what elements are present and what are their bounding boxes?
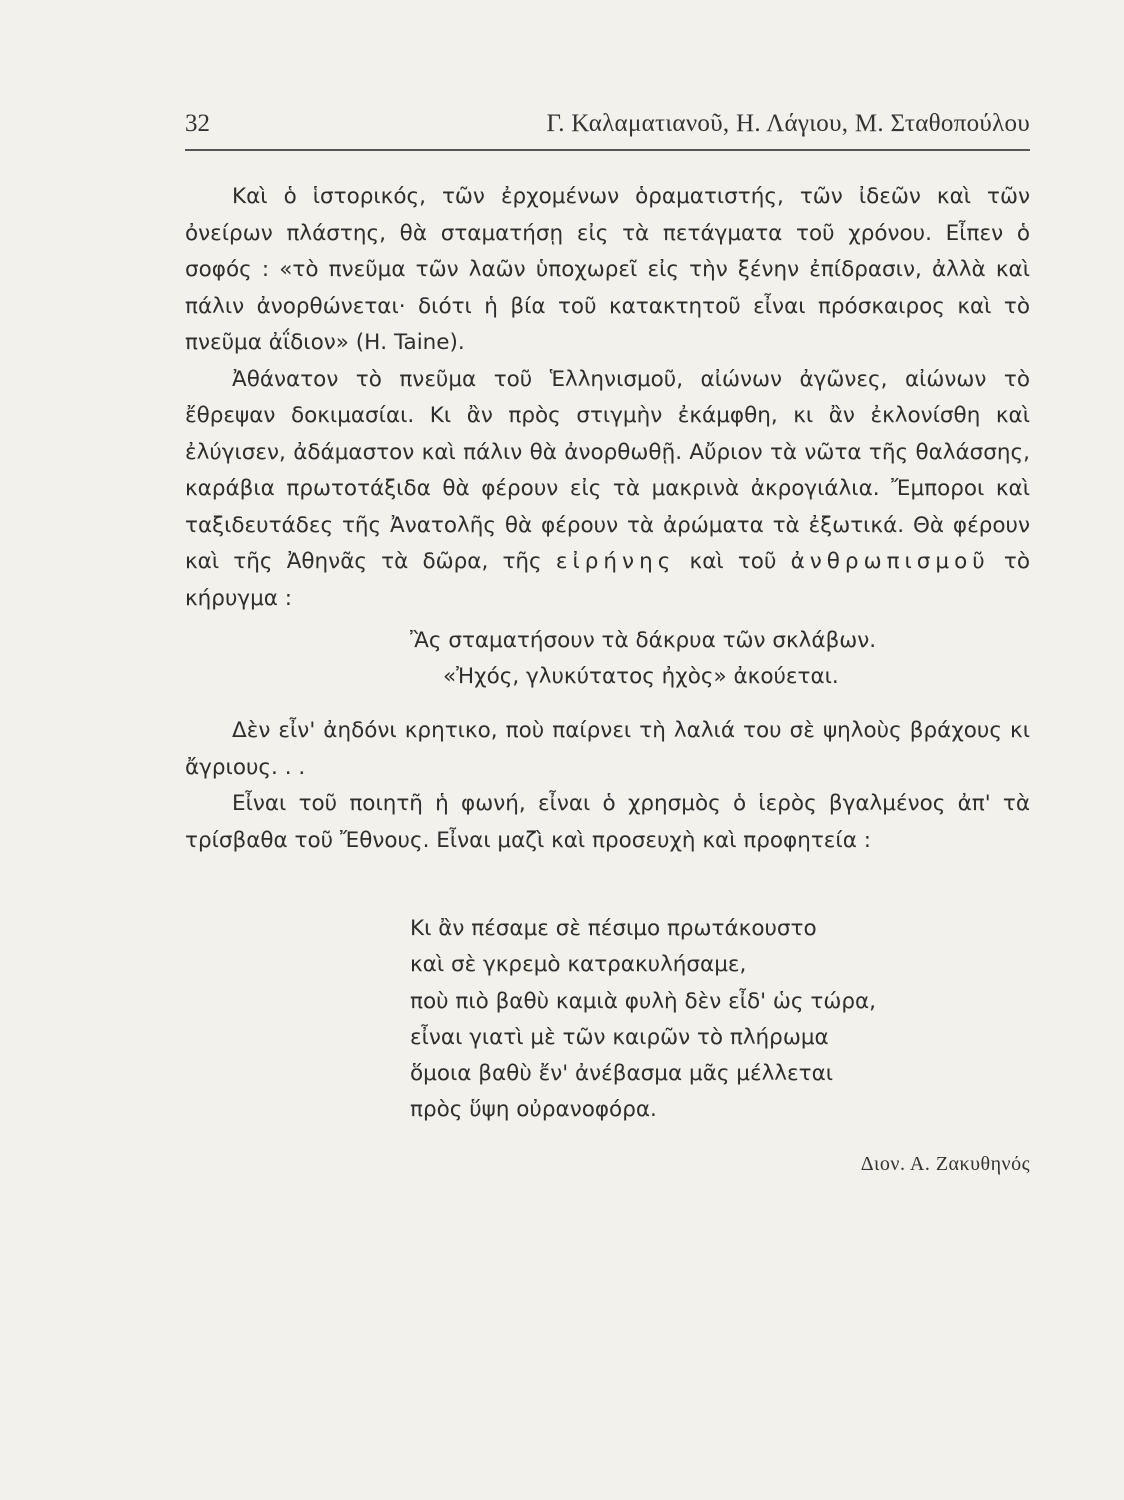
- verse-line-2: καὶ σὲ γκρεμὸ κατρακυλήσαμε,: [410, 952, 747, 978]
- paragraph-1: Καὶ ὁ ἱστορικός, τῶν ἐρχομένων ὁραματιστής, τῶν ἰδεῶν καὶ τῶν ὀνείρων πλάστης, θὰ σταματήσῃ εἰς τὰ πετάγματα τοῦ χρόνου. Εἶπεν ὁ σοφός : «τὸ πνεῦμα τῶν λαῶν ὑποχωρεῖ εἰς τὴν ξένην ἐπίδρασιν, ἀλλὰ καὶ πάλιν ἀνορθώνεται· διότι ἡ βία τοῦ κατακτητοῦ εἶναι πρόσκαιρος καὶ τὸ πνεῦμα ἀΐδιον» (Η. Taine).: [185, 184, 1030, 355]
- prose-block-2: [185, 713, 1030, 859]
- verse-line-5: ὅμοια βαθὺ ἔν' ἀνέβασμα μᾶς μέλλεται: [410, 1061, 834, 1087]
- quote-line-1: Ἂς σταματήσουν τὰ δάκρυα τῶν σκλάβων.: [410, 628, 877, 653]
- paragraph-2-main: Ἀθάνατον τὸ πνεῦμα τοῦ Ἑλληνισμοῦ, αἰώνων ἀγῶνες, αἰώνων τὸ ἔθρεψαν δοκιμασίαι. Κι ἂν πρὸς στιγμὴν ἐκάμφθη, κι ἂν ἐκλονίσθη καὶ ἐλύγισεν, ἀδάμαστον καὶ πάλιν θὰ ἀνορθωθῇ. Αὔριον τὰ νῶτα τῆς θαλάσσης, καράβια πρωτοτάξιδα θὰ φέρουν εἰς τὰ μακρινὰ ἀκρογιάλια. Ἔμποροι καὶ ταξιδευτάδες τῆς Ἀνατολῆς θὰ φέρουν τὰ ἀρώματα τὰ ἐξωτικά. Θὰ φέρουν καὶ τῆς Ἀθηνᾶς τὰ δῶρα, τῆς: [185, 366, 1030, 574]
- verse-line-6: πρὸς ὕψη οὐρανοφόρα.: [410, 1097, 657, 1123]
- page-number: 32: [185, 110, 210, 137]
- paragraph-2: [185, 362, 1030, 618]
- verse-block: [410, 911, 876, 1129]
- paragraph-2-end: τὸ κήρυγμα :: [185, 549, 1031, 611]
- quote-line-2: «Ἠχός, γλυκύτατος ἠχὸς» ἀκούεται.: [443, 664, 839, 689]
- page-header: [185, 110, 1030, 146]
- paragraph-2-spaced-word-2: ἀνθρωπισμοῦ: [790, 549, 990, 574]
- prose-block-1: [185, 179, 1030, 617]
- verse-line-4: εἶναι γιατὶ μὲ τῶν καιρῶν τὸ πλήρωμα: [410, 1024, 829, 1050]
- header-rule: [185, 149, 1030, 151]
- paragraph-2-spaced-word-1: εἰρήνης: [555, 549, 676, 574]
- paragraph-2-mid: καὶ τοῦ: [689, 549, 777, 574]
- verse-line-1: Κι ἂν πέσαμε σὲ πέσιμο πρωτάκουστο: [410, 916, 817, 941]
- running-title: Γ. Καλαματιανοῦ, Η. Λάγιου, Μ. Σταθοπούλου: [546, 110, 1030, 137]
- verse-line-3: ποὺ πιὸ βαθὺ καμιὰ φυλὴ δὲν εἶδ' ὡς τώρα,: [410, 988, 876, 1014]
- paragraph-3: Δὲν εἶν' ἀηδόνι κρητικο, ποὺ παίρνει τὴ λαλιά του σὲ ψηλοὺς βράχους κι ἄγριους. . .: [185, 718, 1030, 780]
- author-signature: Διον. Α. Ζακυθηνός: [860, 1153, 1030, 1175]
- quote-block: [410, 623, 876, 695]
- paragraph-4: Εἶναι τοῦ ποιητῆ ἡ φωνή, εἶναι ὁ χρησμὸς ὁ ἱερὸς βγαλμένος ἀπ' τὰ τρίσβαθα τοῦ Ἔθνους. Εἶναι μαζὶ καὶ προσευχὴ καὶ προφητεία :: [185, 791, 1030, 853]
